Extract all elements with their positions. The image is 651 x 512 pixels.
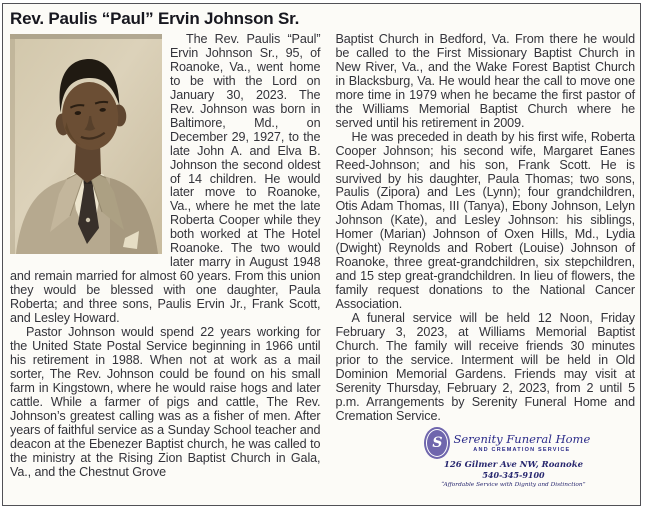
serenity-monogram-icon [426,429,448,457]
obituary-paragraph: He was preceded in death by his first wife, Roberta Cooper Johnson; his second wife, Margaret Eanes Reed-Johnson; and his son, Frank Scott. He is survived by his daughter, Paula Thomas; two sons, Paulis (Zipora) and Les (Lynn); four grandchildren, Otis Adam Thomas, III (Tanya), Ebony Johnson, Lelyn Johnson (Kate), and Lesley Johnson: his siblings, Homer (Marian) Johnson of Oxen Hills, Md., Lydia (Dwight) Reynolds and Robert (Louise) Johnson of Roanoke, three great-grandchildren, six stepchildren, and 15 step great-grandchildren. In lieu of flowers, the family request donations to the National Cancer Association. [335,129,635,312]
monogram-letter: S [432,434,443,451]
funeral-home-phone: 540-345-9100 [482,469,545,480]
funeral-home-tagline: “Affordable Service with Dignity and Distinction” [441,481,586,488]
portrait-photo [10,34,162,254]
portrait-illustration [10,34,162,254]
funeral-home-logo [423,429,603,488]
obituary-paragraph: Pastor Johnson would spend 22 years working for the United State Postal Service beginning in 1966 until his retirement in 1988. When not at work as a mail sorter, The Rev. Johnson could be found on his small farm in Kingstown, where he would raise hogs and later cattle. While a farmer of pigs and cattle, The Rev. Johnson’s greatest calling was as a fisher of men. After years of faithful service as a Sunday School teacher and deacon at the Ebenezer Baptist church, he was called to the ministry at the Rising Zion Baptist Church in Gala, Va., and the Chestnut Grove [10,325,321,479]
obituary-clipping [2,3,641,506]
funeral-home-names [453,432,590,453]
page-title: Rev. Paulis “Paul” Ervin Johnson Sr. [10,9,300,28]
funeral-home-logo-top [423,429,603,457]
column-left [10,33,320,488]
column-right [335,33,635,488]
obituary-paragraph: The Rev. Paulis “Paul” Ervin Johnson Sr., 95, of Roanoke, Va., went home to be with the Lord on January 30, 2023. The Rev. Johnson was born in Baltimore, Md., on December 29, 1927, to the late John A. and Elva B. Johnson the second oldest of 14 children. He would later move to Roanoke, Va., where he met the late Roberta Cooper while they both worked at The Hotel Roanoke. The two would later marry in August 1948 and remain married for almost 60 years. From this union they would be blessed with one daughter, Paula Roberta; and three sons, Paulis Ervin Jr., Frank Scott, and Lesley Howard. [10,32,321,326]
funeral-home-address: 126 Gilmer Ave NW, Roanoke [443,459,584,470]
obituary-paragraph: A funeral service will be held 12 Noon, Friday February 3, 2023, at Williams Memorial Baptist Church. The family will receive friends 30 minutes prior to the service. Interment will be held in Old Dominion Memorial Gardens. Friends may visit at Serenity Thursday, February 2, 2023, from 2 until 5 p.m. Arrangements by Serenity Funeral Home and Cremation Service. [335,311,635,423]
obituary-paragraph: Baptist Church in Bedford, Va. From there he would be called to the First Missionary Baptist Church in New River, Va., and the Wake Forest Baptist Church in Blacksburg, Va. He would hear the call to move one more time in 1979 when he became the first pastor of the Williams Memorial Baptist Church where he served until his retirement in 2009. [335,32,635,130]
funeral-home-subtitle: AND CREMATION SERVICE [473,447,571,454]
funeral-home-name: Serenity Funeral Home [453,432,591,447]
obituary-body [8,33,635,488]
